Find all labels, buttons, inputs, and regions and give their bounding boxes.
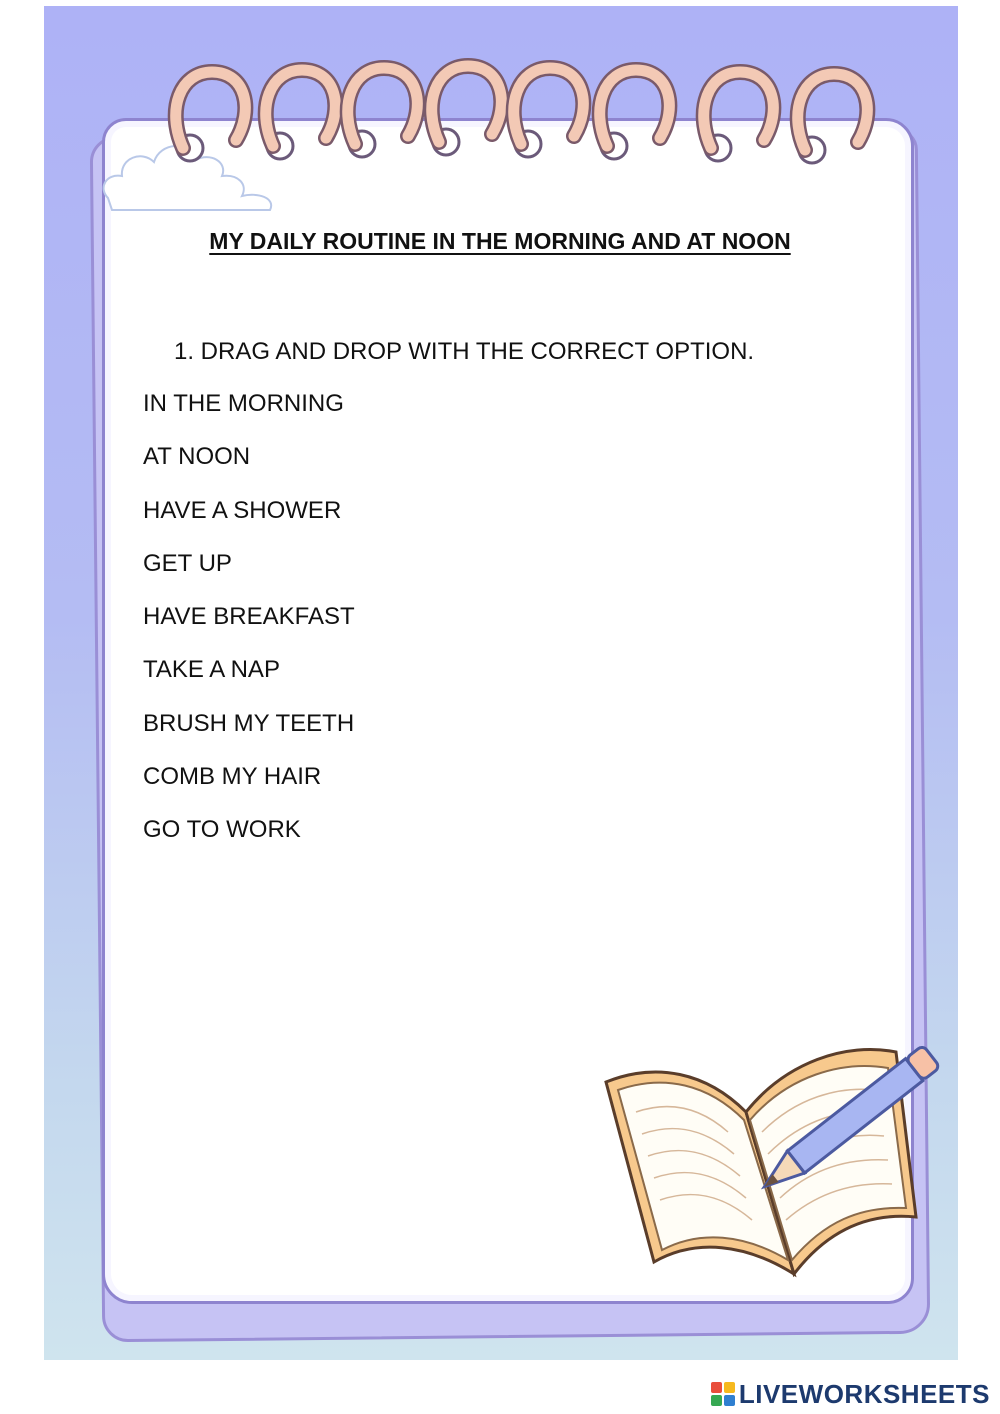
options-list bbox=[143, 386, 355, 866]
liveworksheets-logo-icon bbox=[711, 1382, 735, 1406]
list-item-go-to-work[interactable]: GO TO WORK bbox=[143, 816, 301, 844]
list-item-have-a-shower[interactable]: HAVE A SHOWER bbox=[143, 496, 342, 524]
open-book-icon bbox=[606, 1050, 916, 1275]
spiral-ring-icon bbox=[600, 70, 670, 159]
list-item-comb-my-hair[interactable]: COMB MY HAIR bbox=[143, 763, 322, 791]
spiral-ring-icon bbox=[514, 68, 584, 157]
book-and-pencil-illustration bbox=[596, 1012, 956, 1282]
brand-name: LIVEWORKSHEETS bbox=[738, 1378, 990, 1409]
exercise-instruction: 1. DRAG AND DROP WITH THE CORRECT OPTION. bbox=[174, 338, 755, 365]
spiral-binding bbox=[0, 0, 1000, 200]
spiral-ring-icon bbox=[432, 66, 502, 155]
spiral-ring-icon bbox=[704, 72, 774, 161]
list-item-take-a-nap[interactable]: TAKE A NAP bbox=[143, 656, 280, 684]
list-item-brush-my-teeth[interactable]: BRUSH MY TEETH bbox=[143, 709, 355, 737]
worksheet-title: MY DAILY ROUTINE IN THE MORNING AND AT NOON bbox=[209, 228, 791, 254]
spiral-ring-icon bbox=[348, 68, 418, 157]
list-item-in-the-morning[interactable]: IN THE MORNING bbox=[143, 390, 344, 417]
spiral-ring-icon bbox=[798, 74, 868, 163]
liveworksheets-brand bbox=[711, 1376, 990, 1412]
list-item-at-noon[interactable]: AT NOON bbox=[143, 443, 251, 471]
spiral-ring-icon bbox=[266, 70, 336, 159]
list-item-get-up[interactable]: GET UP bbox=[143, 549, 232, 577]
spiral-ring-icon bbox=[176, 72, 246, 161]
list-item-have-breakfast[interactable]: HAVE BREAKFAST bbox=[143, 603, 355, 631]
